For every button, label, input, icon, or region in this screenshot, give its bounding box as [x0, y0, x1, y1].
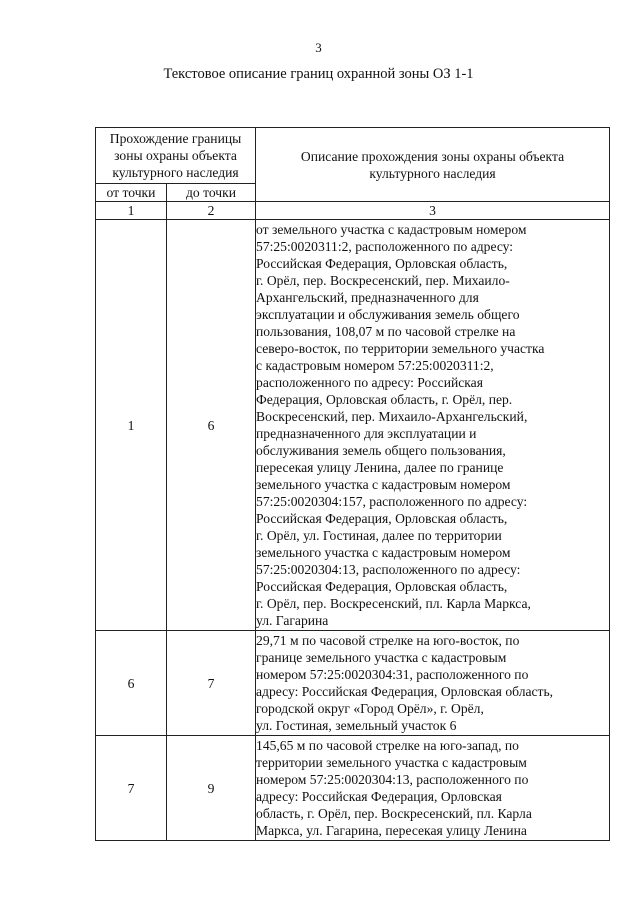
- description-line: Российская Федерация, Орловская область,: [256, 579, 508, 594]
- header-row: [96, 128, 610, 184]
- description-line: городской округ «Город Орёл», г. Орёл,: [256, 701, 484, 716]
- column-number-2: 2: [167, 202, 256, 220]
- description-line: Российская Федерация, Орловская область,: [256, 256, 508, 271]
- document-title: Текстовое описание границ охранной зоны ОЗ 1-1: [163, 66, 474, 82]
- description-line: Российская Федерация, Орловская область,: [256, 511, 508, 526]
- from-point-cell: 1: [96, 220, 167, 631]
- page-number: 3: [315, 40, 322, 55]
- header-to-point: до точки: [167, 184, 256, 202]
- description-line: номером 57:25:0020304:31, расположенного по: [256, 667, 529, 682]
- description-line: адресу: Российская Федерация, Орловская: [256, 789, 502, 804]
- description-cell: [256, 631, 610, 736]
- description-cell: [256, 736, 610, 841]
- description-line: адресу: Российская Федерация, Орловская область,: [256, 684, 554, 699]
- table-row: [96, 631, 610, 736]
- description-cell: [256, 220, 610, 631]
- description-line: Архангельский, предназначенного для: [256, 290, 479, 305]
- description-line: пользования, 108,07 м по часовой стрелке на: [256, 324, 516, 339]
- description-line: расположенного по адресу: Российская: [256, 375, 483, 390]
- header-boundary-passage: Прохождение границы зоны охраны объекта культурного наследия: [96, 128, 256, 184]
- to-point-cell: 7: [167, 631, 256, 736]
- description-line: 57:25:0020304:13, расположенного по адресу:: [256, 562, 521, 577]
- description-line: пересекая улицу Ленина, далее по границе: [256, 460, 504, 475]
- description-line: номером 57:25:0020304:13, расположенного по: [256, 772, 529, 787]
- boundary-description-table: [95, 127, 610, 841]
- description-line: Маркса, ул. Гагарина, пересекая улицу Ленина: [256, 823, 527, 838]
- description-line: земельного участка с кадастровым номером: [256, 477, 511, 492]
- to-point-cell: 6: [167, 220, 256, 631]
- description-line: г. Орёл, пер. Воскресенский, пер. Михаило-: [256, 273, 510, 288]
- column-number-row: [96, 202, 610, 220]
- description-line: 57:25:0020304:157, расположенного по адресу:: [256, 494, 528, 509]
- description-line: 57:25:0020311:2, расположенного по адресу:: [256, 239, 514, 254]
- column-number-1: 1: [96, 202, 167, 220]
- header-description: Описание прохождения зоны охраны объекта культурного наследия: [256, 128, 610, 202]
- description-line: границе земельного участка с кадастровым: [256, 650, 507, 665]
- description-line: г. Орёл, пер. Воскресенский, пл. Карла Маркса,: [256, 596, 531, 611]
- description-line: обслуживания земель общего пользования,: [256, 443, 506, 458]
- description-line: г. Орёл, ул. Гостиная, далее по территории: [256, 528, 502, 543]
- description-line: Воскресенский, пер. Михаило-Архангельский,: [256, 409, 528, 424]
- description-line: северо-восток, по территории земельного участка: [256, 341, 545, 356]
- description-line: ул. Гостиная, земельный участок 6: [256, 718, 457, 733]
- description-line: 145,65 м по часовой стрелке на юго-запад, по: [256, 738, 519, 753]
- description-line: земельного участка с кадастровым номером: [256, 545, 511, 560]
- description-line: с кадастровым номером 57:25:0020311:2,: [256, 358, 494, 373]
- description-line: территории земельного участка с кадастровым: [256, 755, 527, 770]
- from-point-cell: 7: [96, 736, 167, 841]
- table-row: [96, 736, 610, 841]
- description-line: ул. Гагарина: [256, 613, 329, 628]
- to-point-cell: 9: [167, 736, 256, 841]
- column-number-3: 3: [256, 202, 610, 220]
- from-point-cell: 6: [96, 631, 167, 736]
- header-from-point: от точки: [96, 184, 167, 202]
- description-line: 29,71 м по часовой стрелке на юго-восток, по: [256, 633, 520, 648]
- description-line: Федерация, Орловская область, г. Орёл, пер.: [256, 392, 513, 407]
- description-line: эксплуатации и обслуживания земель общего: [256, 307, 520, 322]
- description-line: предназначенного для эксплуатации и: [256, 426, 477, 441]
- description-line: от земельного участка с кадастровым номером: [256, 222, 527, 237]
- table-row: [96, 220, 610, 631]
- description-line: область, г. Орёл, пер. Воскресенский, пл. Карла: [256, 806, 532, 821]
